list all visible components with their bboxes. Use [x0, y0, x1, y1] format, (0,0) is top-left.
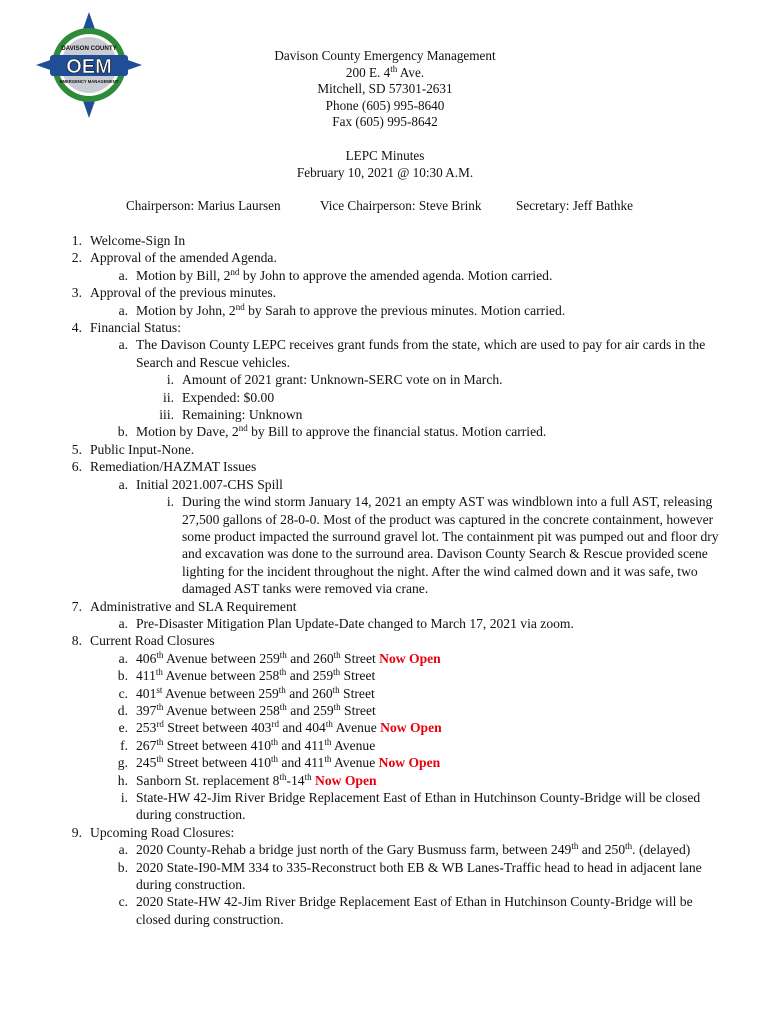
meeting-header	[230, 148, 540, 181]
vice-chairperson: Vice Chairperson: Steve Brink	[320, 198, 482, 213]
sub-item: a. Motion by John, 2nd by Sarah to approve the previous minutes. Motion carried.	[118, 301, 566, 318]
road-closure-item: b. 411th Avenue between 258th and 259th Street	[117, 667, 376, 684]
agenda-item: 4. Financial Status:	[71, 320, 181, 336]
road-closure-item: d. 397th Avenue between 258th and 259th Street	[117, 701, 376, 718]
road-closure-item: a. 406th Avenue between 259th and 260th Street Now Open	[118, 649, 441, 666]
sub-item: a. Motion by Bill, 2nd by John to approve the amended agenda. Motion carried.	[118, 266, 553, 283]
meeting-date: February 10, 2021 @ 10:30 A.M.	[296, 164, 474, 180]
agenda-item: 9. Upcoming Road Closures:	[71, 824, 235, 840]
org-city: Mitchell, SD 57301-2631	[317, 81, 453, 97]
agenda-item: 2. Approval of the amended Agenda.	[71, 250, 277, 266]
sub-item: a. Initial 2021.007-CHS Spill	[118, 476, 283, 492]
logo-top-text: DAVISON COUNTY	[61, 45, 117, 52]
secretary: Secretary: Jeff Bathke	[516, 198, 633, 213]
agenda-item: 8. Current Road Closures	[71, 633, 215, 649]
letterhead	[230, 48, 540, 131]
sub-sub-item: ii. Expended: $0.00	[163, 389, 275, 405]
agenda-item: 5. Public Input-None.	[71, 441, 195, 457]
agenda-item: 6. Remediation/HAZMAT Issues	[71, 459, 257, 475]
status-now-open: Now Open	[315, 772, 377, 788]
org-name: Davison County Emergency Management	[274, 48, 496, 63]
minutes-body	[66, 232, 730, 928]
chairperson: Chairperson: Marius Laursen	[126, 198, 281, 213]
sub-sub-item: i. Amount of 2021 grant: Unknown-SERC vote on in March.	[166, 372, 503, 388]
org-phone: Phone (605) 995-8640	[325, 97, 445, 113]
road-closure-item: h. Sanborn St. replacement 8th-14th Now Open	[117, 771, 377, 788]
org-address: 200 E. 4th Ave.	[345, 63, 425, 80]
officers-line	[126, 198, 633, 215]
oem-logo	[34, 10, 144, 120]
sub-item: a. The Davison County LEPC receives grant funds from the state, which are used to pay for air cards in the Search and Rescue vehicles.	[118, 337, 706, 370]
sub-sub-item: iii. Remaining: Unknown	[159, 407, 303, 423]
road-closure-item: f. 267th Street between 410th and 411th Avenue	[120, 736, 376, 753]
meeting-title: LEPC Minutes	[345, 148, 425, 163]
sub-item: b. Motion by Dave, 2nd by Bill to approve the financial status. Motion carried.	[117, 423, 547, 440]
agenda-item: 3. Approval of the previous minutes.	[71, 285, 277, 301]
road-closure-item: e. 253rd Street between 403rd and 404th Avenue Now Open	[118, 719, 442, 736]
status-now-open: Now Open	[380, 720, 442, 736]
road-closure-item: g. 245th Street between 410th and 411th Avenue Now Open	[117, 754, 441, 771]
upcoming-closure-item: b. 2020 State-I90-MM 334 to 335-Reconstruct both EB & WB Lanes-Traffic head to head in adjacent lane during construction.	[117, 859, 702, 893]
road-closure-item: i. State-HW 42-Jim River Bridge Replacement East of Ethan in Hutchinson County-Bridge will be closed during construction.	[120, 790, 701, 823]
upcoming-closure-item: c. 2020 State-HW 42-Jim River Bridge Replacement East of Ethan in Hutchinson County-Bridge will be closed during construction.	[118, 894, 693, 927]
logo-bottom-text: EMERGENCY MANAGEMENT	[59, 79, 119, 84]
sub-item: a. Pre-Disaster Mitigation Plan Update-Date changed to March 17, 2021 via zoom.	[118, 615, 574, 631]
status-now-open: Now Open	[378, 755, 441, 771]
sub-sub-item: i. During the wind storm January 14, 2021 an empty AST was windblown into a full AST, releasing 27,500 gallons of 28-0-0. Most of the product was captured in the concrete containment, however some product impacted the surround gravel lot. The containment pit was pumped out and floor dry and excavation was done to the surround area. Davison County Search & Rescue provided scene lighting for the incident throughout the night. After the wind calmed down and it was safe, two damaged AST tanks were removed via crane.	[166, 494, 719, 597]
org-fax: Fax (605) 995-8642	[332, 114, 438, 130]
agenda-item: 7. Administrative and SLA Requirement	[71, 598, 297, 614]
logo-main-text: OEM	[66, 56, 112, 78]
agenda-item: 1. Welcome-Sign In	[71, 233, 186, 248]
status-now-open: Now Open	[379, 650, 441, 666]
upcoming-closure-item: a. 2020 County-Rehab a bridge just north of the Gary Busmuss farm, between 249th and 250th. (delayed)	[118, 841, 691, 858]
road-closure-item: c. 401st Avenue between 259th and 260th Street	[118, 684, 375, 701]
